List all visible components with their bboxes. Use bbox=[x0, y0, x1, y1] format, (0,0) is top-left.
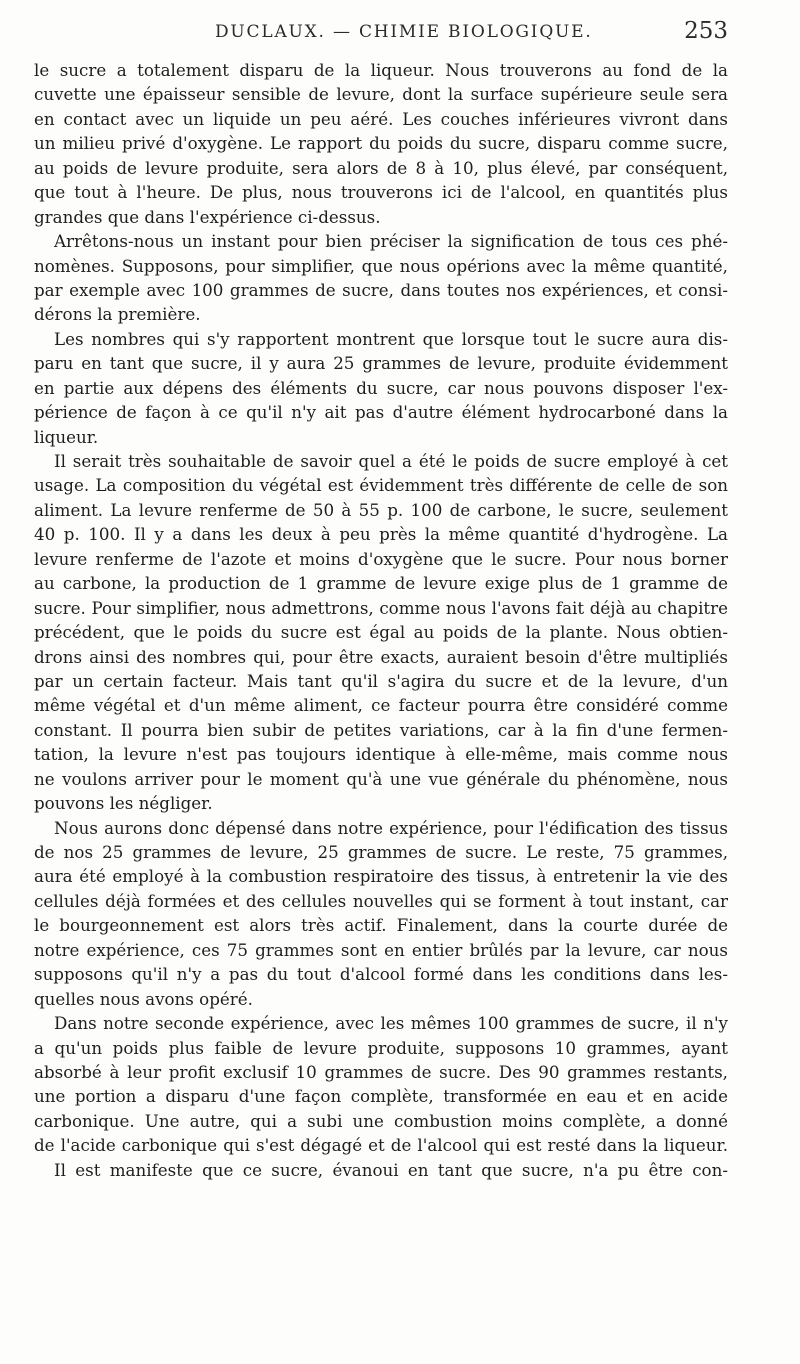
text-line: levure renferme de l'azote et moins d'oxygène que le sucre. Pour nous borner bbox=[34, 548, 728, 569]
running-title: DUCLAUX. — CHIMIE BIOLOGIQUE. bbox=[215, 22, 593, 42]
text-line: par un certain facteur. Mais tant qu'il s'agira du sucre et de la levure, d'un bbox=[34, 670, 728, 691]
text-line: aura été employé à la combustion respiratoire des tissus, à entretenir la vie des bbox=[34, 866, 728, 887]
text-line: le sucre a totalement disparu de la liqueur. Nous trouverons au fond de la bbox=[34, 60, 728, 80]
body-text bbox=[34, 58, 728, 1182]
text-line: au poids de levure produite, sera alors de 8 à 10, plus élevé, par conséquent, bbox=[34, 157, 728, 178]
text-line: usage. La composition du végétal est évidemment très différente de celle de son bbox=[34, 475, 728, 496]
text-line: Il est manifeste que ce sucre, évanoui en tant que sucre, n'a pu être con- bbox=[54, 1159, 728, 1180]
text-line: paru en tant que sucre, il y aura 25 grammes de levure, produite évidemment bbox=[34, 353, 728, 374]
text-line: cuvette une épaisseur sensible de levure, dont la surface supérieure seule sera bbox=[34, 84, 728, 105]
text-line: précédent, que le poids du sucre est égal au poids de la plante. Nous obtien- bbox=[34, 622, 728, 643]
text-line: de nos 25 grammes de levure, 25 grammes de sucre. Le reste, 75 grammes, bbox=[34, 842, 728, 862]
text-line: constant. Il pourra bien subir de petites variations, car à la fin d'une fermen- bbox=[34, 719, 728, 740]
text-line: une portion a disparu d'une façon complète, transformée en eau et en acide bbox=[34, 1086, 728, 1107]
text-line: supposons qu'il n'y a pas du tout d'alcool formé dans les conditions dans les- bbox=[34, 964, 728, 985]
text-line: en contact avec un liquide un peu aéré. Les couches inférieures vivront dans bbox=[34, 108, 728, 129]
text-line: Les nombres qui s'y rapportent montrent que lorsque tout le sucre aura dis- bbox=[54, 328, 728, 349]
text-line: cellules déjà formées et des cellules nouvelles qui se forment à tout instant, car bbox=[34, 890, 728, 911]
text-line: un milieu privé d'oxygène. Le rapport du poids du sucre, disparu comme sucre, bbox=[34, 133, 728, 154]
text-line: que tout à l'heure. De plus, nous trouverons ici de l'alcool, en quantités plus bbox=[34, 182, 728, 203]
text-line: absorbé à leur profit exclusif 10 grammes de sucre. Des 90 grammes restants, bbox=[34, 1061, 728, 1082]
text-line: même végétal et d'un même aliment, ce facteur pourra être considéré comme bbox=[34, 695, 728, 716]
text-line: Dans notre seconde expérience, avec les mêmes 100 grammes de sucre, il n'y bbox=[54, 1013, 728, 1034]
text-line: sucre. Pour simplifier, nous admettrons, comme nous l'avons fait déjà au chapitre bbox=[34, 597, 728, 618]
text-line: par exemple avec 100 grammes de sucre, dans toutes nos expériences, et consi- bbox=[34, 279, 728, 300]
page-number: 253 bbox=[684, 18, 728, 44]
text-line: drons ainsi des nombres qui, pour être exacts, auraient besoin d'être multipliés bbox=[34, 646, 728, 667]
text-line: tation, la levure n'est pas toujours identique à elle-même, mais comme nous bbox=[34, 744, 728, 765]
text-line: de l'acide carbonique qui s'est dégagé et de l'alcool qui est resté dans la liqueur. bbox=[34, 1135, 728, 1156]
text-line: aliment. La levure renferme de 50 à 55 p. 100 de carbone, le sucre, seulement bbox=[34, 499, 728, 520]
text-line: dérons la première. bbox=[34, 304, 201, 325]
text-line: ne voulons arriver pour le moment qu'à une vue générale du phénomène, nous bbox=[34, 768, 728, 789]
text-line: notre expérience, ces 75 grammes sont en entier brûlés par la levure, car nous bbox=[34, 939, 728, 960]
text-line: Arrêtons-nous un instant pour bien préciser la signification de tous ces phé- bbox=[54, 231, 728, 252]
text-line: liqueur. bbox=[34, 426, 99, 447]
text-line: carbonique. Une autre, qui a subi une combustion moins complète, a donné bbox=[34, 1110, 728, 1131]
text-line: quelles nous avons opéré. bbox=[34, 988, 253, 1009]
text-line: 40 p. 100. Il y a dans les deux à peu près la même quantité d'hydrogène. La bbox=[34, 524, 728, 545]
text-line: Il serait très souhaitable de savoir quel a été le poids de sucre employé à cet bbox=[54, 451, 728, 471]
text-line: en partie aux dépens des éléments du sucre, car nous pouvons disposer l'ex- bbox=[34, 377, 728, 398]
text-line: nomènes. Supposons, pour simplifier, que nous opérions avec la même quantité, bbox=[34, 255, 728, 276]
text-line: périence de façon à ce qu'il n'y ait pas d'autre élément hydrocarboné dans la bbox=[34, 402, 728, 423]
text-line: pouvons les négliger. bbox=[34, 793, 213, 814]
text-line: le bourgeonnement est alors très actif. Finalement, dans la courte durée de bbox=[34, 915, 728, 936]
text-line: a qu'un poids plus faible de levure produite, supposons 10 grammes, ayant bbox=[34, 1037, 728, 1058]
text-line: grandes que dans l'expérience ci-dessus. bbox=[34, 206, 381, 227]
page-header bbox=[0, 18, 800, 48]
text-line: au carbone, la production de 1 gramme de levure exige plus de 1 gramme de bbox=[34, 573, 728, 594]
text-line: Nous aurons donc dépensé dans notre expérience, pour l'édification des tissus bbox=[54, 817, 728, 838]
